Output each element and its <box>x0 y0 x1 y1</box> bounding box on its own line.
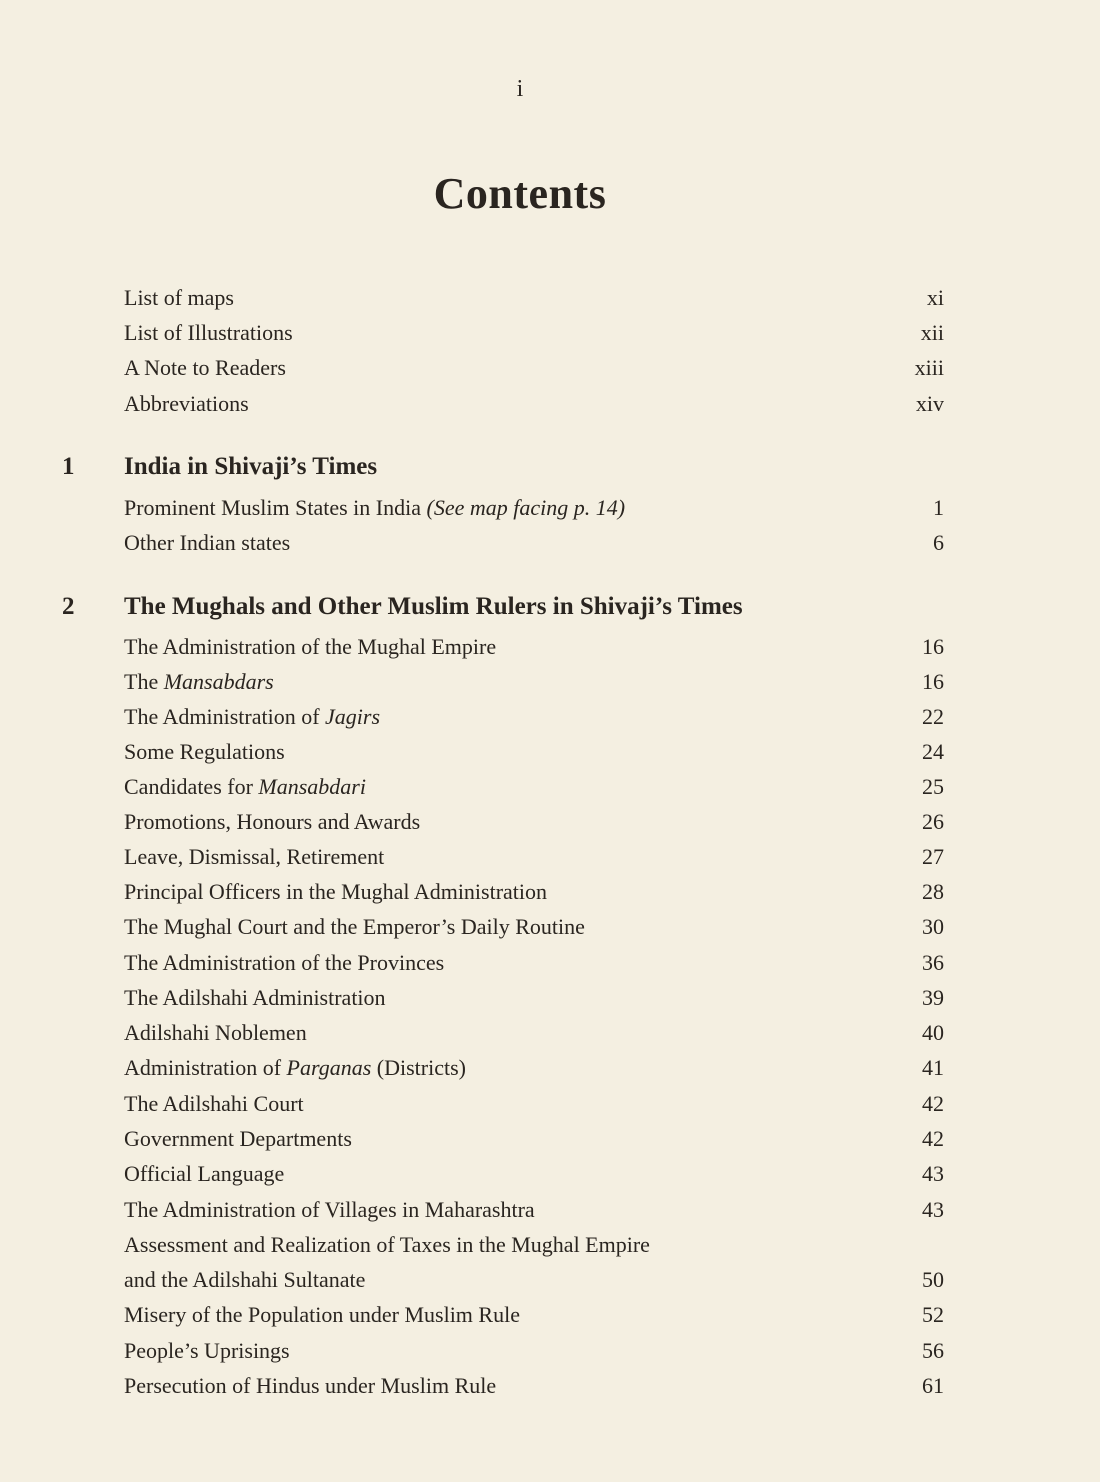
toc-entry-page: 26 <box>922 809 944 834</box>
toc-entry-text: List of Illustrations <box>124 320 293 345</box>
toc-entry-page: 22 <box>922 704 944 729</box>
toc-entry-text: The Mansabdars <box>124 669 274 694</box>
toc-entry-text: Abbreviations <box>124 391 249 416</box>
toc-entry-page: 28 <box>922 879 944 904</box>
toc-entry-text: The Administration of the Mughal Empire <box>124 634 497 659</box>
toc-entry-page: 42 <box>922 1091 944 1116</box>
toc-entry-page: 39 <box>922 985 944 1010</box>
toc-entry-page: 40 <box>922 1020 944 1045</box>
page-title: Contents <box>433 169 607 218</box>
toc-entry-text: Prominent Muslim States in India (See map facing p. 14) <box>124 495 626 520</box>
toc-entry-text: Principal Officers in the Mughal Administration <box>124 879 548 904</box>
chapter-number: 1 <box>62 453 75 480</box>
toc-entry-page: xi <box>926 285 944 310</box>
toc-entry-page: 61 <box>922 1373 944 1398</box>
toc-entry-page: xiii <box>914 355 944 380</box>
toc-entry-page: xii <box>920 320 944 345</box>
toc-entry-text: The Mughal Court and the Emperor’s Daily Routine <box>124 914 585 939</box>
toc-entry-page: 24 <box>922 739 944 764</box>
toc-entry-text: The Adilshahi Court <box>124 1091 304 1116</box>
toc-entry-page: 16 <box>922 634 944 659</box>
toc-entry-text: Misery of the Population under Muslim Rule <box>124 1302 520 1327</box>
chapter-number: 2 <box>62 593 75 620</box>
toc-entry-page: 6 <box>933 530 944 555</box>
toc-entry-page: 30 <box>922 914 944 939</box>
toc-entry-text: Candidates for Mansabdari <box>124 774 366 799</box>
toc-entry-text: The Administration of the Provinces <box>124 950 445 975</box>
chapter-title: The Mughals and Other Muslim Rulers in Shivaji’s Times <box>124 593 743 620</box>
toc-entry-text: The Adilshahi Administration <box>124 985 386 1010</box>
toc-entry-page: 52 <box>922 1302 944 1327</box>
toc-entry-page: 43 <box>922 1161 944 1186</box>
toc-entry-page: 56 <box>922 1338 944 1363</box>
toc-entry-text: Administration of Parganas (Districts) <box>124 1055 466 1080</box>
toc-entry-page: 1 <box>933 495 944 520</box>
toc-entry-text: Promotions, Honours and Awards <box>124 809 421 834</box>
toc-entry-page: 36 <box>922 950 944 975</box>
toc-entry-page: 41 <box>922 1055 944 1080</box>
chapter-title: India in Shivaji’s Times <box>124 453 378 480</box>
toc-entry-page: 43 <box>922 1197 944 1222</box>
toc-entry-page: 25 <box>922 774 944 799</box>
page-number: i <box>516 76 524 102</box>
toc-entry-text: List of maps <box>124 285 234 310</box>
toc-entry-text: Adilshahi Noblemen <box>124 1020 307 1045</box>
toc-entry-text: People’s Uprisings <box>124 1338 290 1363</box>
toc-entry-text: Other Indian states <box>124 530 291 555</box>
toc-entry-text: and the Adilshahi Sultanate <box>124 1267 366 1292</box>
toc-entry-text: A Note to Readers <box>124 355 286 380</box>
toc-entry-page: xiv <box>915 391 944 416</box>
toc-entry-text: The Administration of Villages in Maharashtra <box>124 1197 535 1222</box>
toc-entry-text: The Administration of Jagirs <box>124 704 381 729</box>
toc-entry-text: Assessment and Realization of Taxes in the Mughal Empire <box>124 1232 650 1257</box>
toc-entry-page: 42 <box>922 1126 944 1151</box>
toc-entry-page: 16 <box>922 669 944 694</box>
toc-entry-text: Government Departments <box>124 1126 352 1151</box>
toc-entry-page: 27 <box>922 844 944 869</box>
toc-entry-text: Some Regulations <box>124 739 285 764</box>
toc-entry-text: Leave, Dismissal, Retirement <box>124 844 385 869</box>
toc-entry-text: Persecution of Hindus under Muslim Rule <box>124 1373 497 1398</box>
toc-entry-text: Official Language <box>124 1161 285 1186</box>
toc-entry-page: 50 <box>922 1267 944 1292</box>
